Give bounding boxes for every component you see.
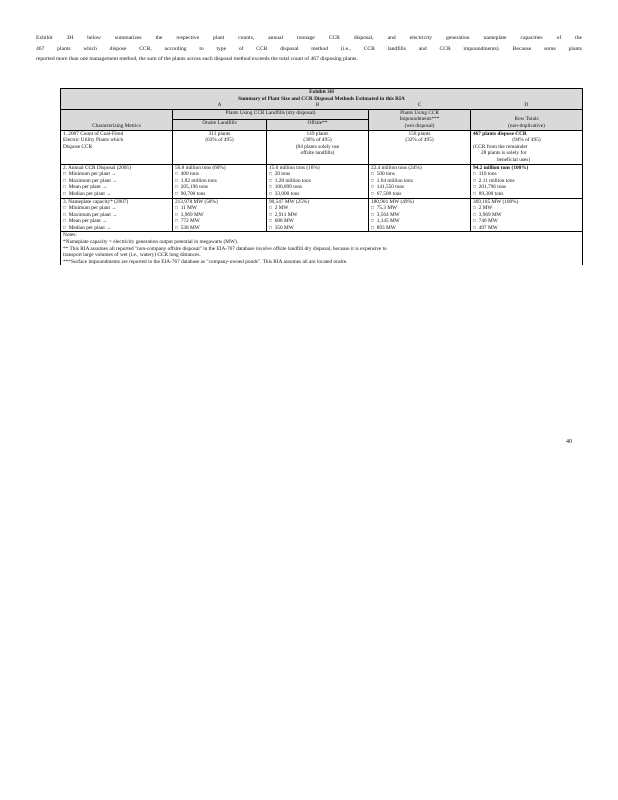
intro-line: Exhibit 3H below summarizes the respective plant counts, annual tonnage CCR disposal, and electricity generation nameplate capacities of the [36,35,582,41]
blank-cell [61,102,173,109]
impoundments-header: Plants Using CCR Impoundments*** (wet disposal) [369,109,471,130]
col-letter-d: D [471,102,583,109]
row2-col-d: 94.2 million tons (100%) □ 110 tons □ 2.11 million tons □ 201,796 tons □ 89,300 tons [471,164,583,198]
row2-col-a: 56.8 million tons (60%) □ 400 tons □ 1.82 million tons □ 205,196 tons □ 90,700 tons [173,164,267,198]
row1-col-b: 149 plants (30% of 495) (84 plants solely use offsite landfills) [267,130,369,164]
exhibit-subtitle: Summary of Plant Size and CCR Disposal Methods Estimated in this RIA [238,95,405,102]
row-totals-header: Row Totals (non-duplicative) [471,109,583,130]
exhibit-3h-table [60,88,583,265]
row1-col-c: 158 plants (32% of 495) [369,130,471,164]
row1-label: 1. 2007 Count of Coal-Fired Electric Utility Plants which Dispose CCR [61,130,173,164]
landfills-header: Plants Using CCR Landfills (dry disposal) [173,109,369,119]
col-letter-b: B [267,102,369,109]
metrics-header: Characterizing Metrics [92,122,141,129]
row1-col-a: 311 plants (63% of 495) [173,130,267,164]
intro-line: 467 plants which dispose CCR, according to type of CCR disposal method (i.e., CCR landfills and CCR impoundments). Because some plants [36,45,582,52]
onsite-header: Onsite Landfills [173,120,267,130]
row3-col-d: 369,185 MW (100%) □ 2 MW □ 3,969 MW □ 746 MW □ 497 MW [471,198,583,232]
exhibit-title-cell [61,89,583,103]
row2-col-b: 15.0 million tons (16%) □ 20 tons □ 1.28 million tons □ 100,899 tons □ 33,000 tons [267,164,369,198]
row3-col-b: 90,547 MW (25%) □ 2 MW □ 2,911 MW □ 608 MW □ 350 MW [267,198,369,232]
col-letter-c: C [369,102,471,109]
metrics-header-cell [61,109,173,130]
row1-col-d: 467 plants dispose CCR (94% of 495) (CCR from the remainder 28 plants is solely for beneficial uses) [471,130,583,164]
intro-paragraph [36,33,582,65]
row3-col-a: 213,978 MW (58%) □ 11 MW □ 3,969 MW □ 772 MW □ 538 MW [173,198,267,232]
table-row [61,130,583,164]
row3-col-c: 180,901 MW (49%) □ 75.3 MW □ 3,564 MW □ 1,145 MW □ 893 MW [369,198,471,232]
intro-line: reported more than one management method, the sum of the plants across each disposal method exceeds the total count of 467 disposing plants. [36,56,358,62]
row2-col-c: 22.4 million tons (24%) □ 500 tons □ 1.04 million tons □ 141,550 tons □ 67,500 tons [369,164,471,198]
exhibit-title: Exhibit 3H [309,89,334,95]
table-row [61,164,583,198]
table-notes: Notes: *Nameplate capacity = electricity generation output potential in megawatts (MW). ** This RIA assumes all reported "non-company offsite disposal" in the EIA-767 database involve offsite landfill dry disposal, because it is expensive to transport large volumes of wet (i.e., watery) CCR long distances. ***Surface impoundments are reported in the EIA-767 database as "company-owned ponds". This RIA assumes all are located onsite. [61,232,583,265]
row3-label: 3. Nameplate capacity* (2007) □ Minimum per plant → □ Maximum per plant → □ Mean per plant → □ Median per plant → [61,198,173,232]
offsite-header: Offsite** [267,120,369,130]
row2-label: 2. Annual CCR Disposal (2005) □ Minimum per plant → □ Maximum per plant → □ Mean per plant → □ Median per plant → [61,164,173,198]
col-letter-a: A [173,102,267,109]
page-number: 40 [566,439,572,445]
table-row [61,198,583,232]
